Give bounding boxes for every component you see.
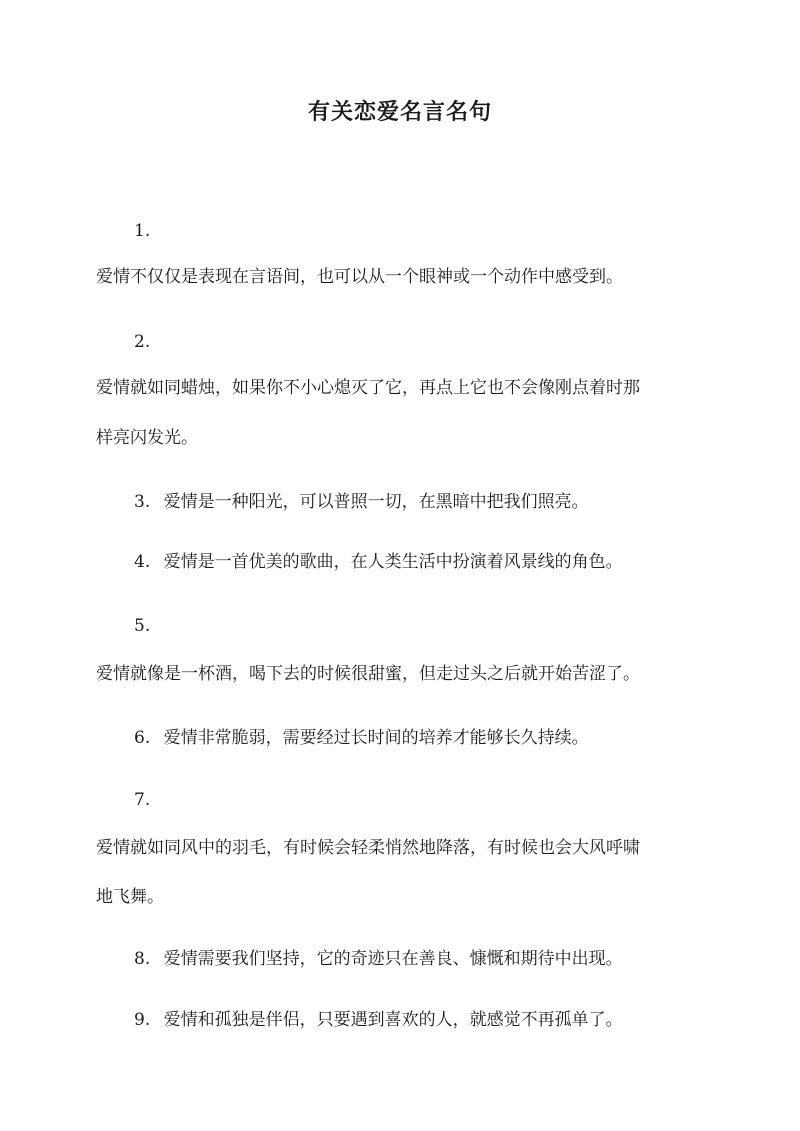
- item-2-text-line-2: 样亮闪发光。: [96, 428, 198, 448]
- item-4-text: 爱情是一首优美的歌曲，在人类生活中扮演着风景线的角色。: [163, 552, 623, 572]
- item-3-text: 爱情是一种阳光，可以普照一切，在黑暗中把我们照亮。: [163, 492, 589, 512]
- item-2-text-line-1: 爱情就如同蜡烛，如果你不小心熄灭了它，再点上它也不会像刚点着时那: [96, 378, 640, 398]
- item-1-number: 1.: [134, 221, 151, 241]
- item-9: [134, 1007, 623, 1033]
- item-6-number: 6.: [134, 728, 151, 748]
- item-7-number: 7.: [134, 790, 151, 810]
- item-3-number: 3.: [134, 492, 151, 512]
- item-9-number: 9.: [134, 1010, 151, 1030]
- item-8-text: 爱情需要我们坚持，它的奇迹只在善良、慷慨和期待中出现。: [163, 949, 623, 969]
- item-6: [134, 725, 589, 751]
- item-7-text-line-2: 地飞舞。: [96, 887, 164, 907]
- item-4: [134, 549, 623, 575]
- item-4-number: 4.: [134, 552, 151, 572]
- item-8-number: 8.: [134, 949, 151, 969]
- document-title: 有关恋爱名言名句: [307, 99, 492, 125]
- item-1-text: 爱情不仅仅是表现在言语间，也可以从一个眼神或一个动作中感受到。: [96, 267, 623, 287]
- item-5-text: 爱情就像是一杯酒，喝下去的时候很甜蜜，但走过头之后就开始苦涩了。: [96, 664, 640, 684]
- item-9-text: 爱情和孤独是伴侣，只要遇到喜欢的人，就感觉不再孤单了。: [163, 1010, 623, 1030]
- item-5-number: 5.: [134, 616, 151, 636]
- item-3: [134, 489, 589, 515]
- item-2-number: 2.: [134, 332, 151, 352]
- item-8: [134, 946, 623, 972]
- item-7-text-line-1: 爱情就如同风中的羽毛，有时候会轻柔悄然地降落，有时候也会大风呼啸: [96, 838, 640, 858]
- item-6-text: 爱情非常脆弱，需要经过长时间的培养才能够长久持续。: [163, 728, 589, 748]
